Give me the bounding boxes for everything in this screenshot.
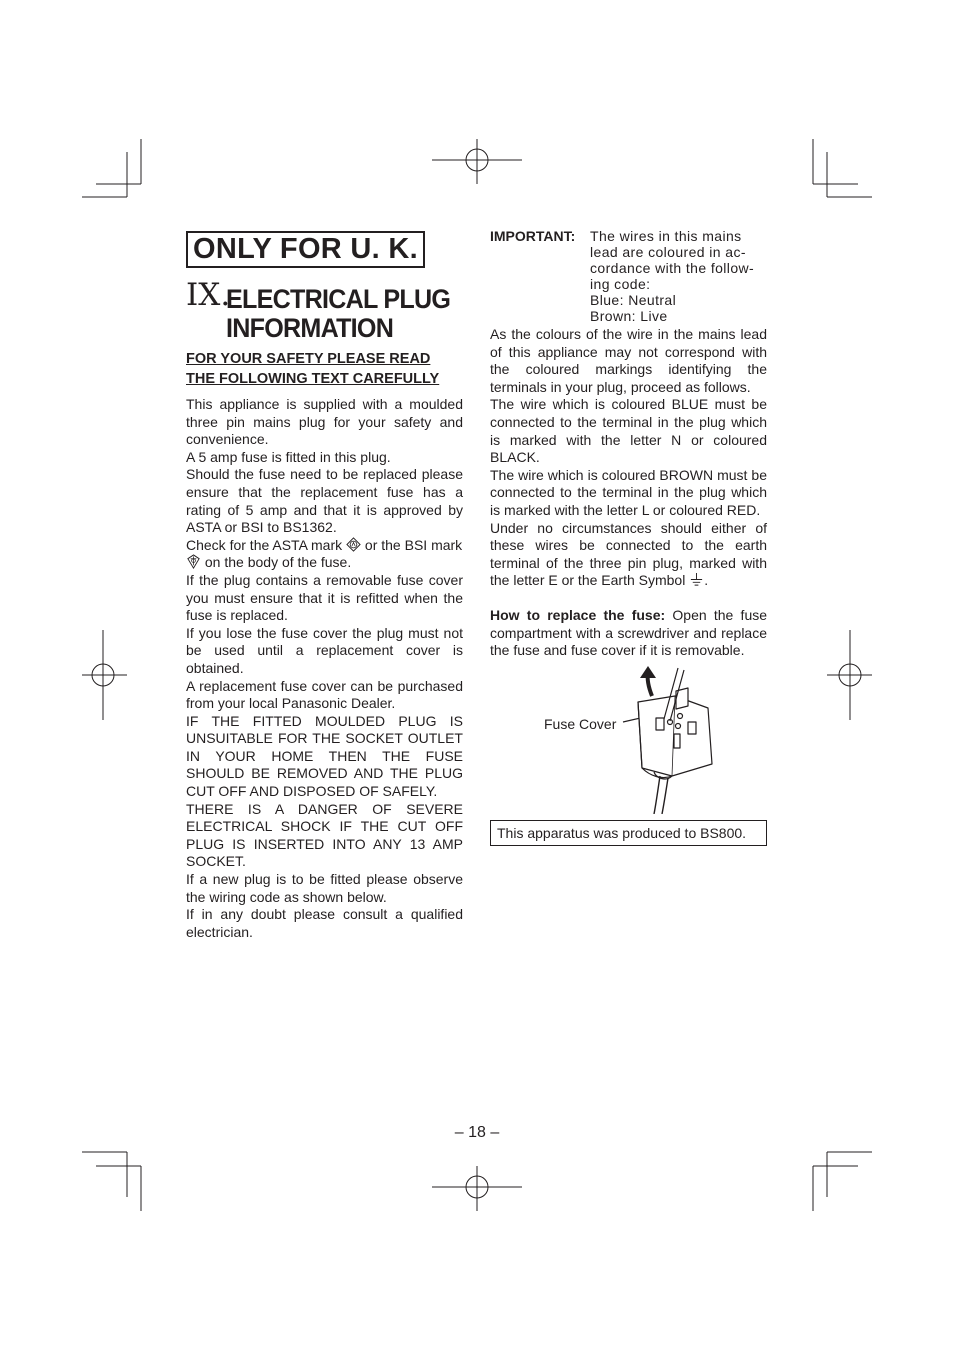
fuse-heading: How to replace the fuse:: [490, 606, 666, 623]
page-number: – 18 –: [454, 1124, 500, 1141]
paragraph: The wire which is coloured BROWN must be connected to the terminal in the plug which is marked with the letter L or coloured RED.: [490, 466, 767, 518]
section-number: IX.: [186, 277, 231, 313]
important-label: IMPORTANT:: [490, 228, 576, 244]
section-title-line2: INFORMATION: [226, 313, 394, 343]
paragraph: If a new plug is to be fitted please observe the wiring code as shown below.: [186, 871, 463, 905]
paragraph: If you lose the fuse cover the plug must not be used until a replacement cover is obtained.: [186, 624, 463, 676]
section-title: [226, 285, 450, 343]
fuse-figure: [490, 664, 767, 814]
important-note: [490, 228, 767, 324]
paragraph: The wire which is coloured BLUE must be connected to the terminal in the plug which is marked with the letter N or coloured BLACK.: [490, 396, 767, 466]
paragraph: A 5 amp fuse is fitted in this plug.: [186, 448, 391, 465]
warning-paragraph: IF THE FITTED MOULDED PLUG IS UNSUITABLE FOR THE SOCKET OUTLET IN YOUR HOME THEN THE FUSE SHOULD BE REMOVED AND THE PLUG CUT OFF AND DISPOSED OF SAFELY.: [186, 712, 463, 800]
asta-mark-icon: [346, 537, 361, 552]
paragraph: As the colours of the wire in the mains lead of this appliance may not correspond with the coloured markings identifying the terminals in your plug, proceed as follows.: [490, 326, 767, 395]
paragraph: This appliance is supplied with a moulded three pin mains plug for your safety and convenience.: [186, 396, 463, 448]
paragraph: If the plug contains a removable fuse cover you must ensure that it is refitted when the fuse is replaced.: [186, 571, 463, 624]
paragraph-earth: Under no circumstances should either of these wires be connected to the earth terminal of the three pin plug, marked with the letter E or the Earth Symbol .: [490, 519, 767, 589]
section-heading: [186, 277, 463, 345]
fuse-instructions: How to replace the fuse: Open the fuse compartment with a screwdriver and replace the fuse and fuse cover if it is removable.: [490, 606, 768, 659]
fuse-cover-label: Fuse Cover: [544, 715, 617, 732]
bs800-note: This apparatus was produced to BS800.: [490, 820, 767, 846]
section-title-line1: ELECTRICAL PLUG: [226, 284, 451, 314]
left-column: [186, 231, 463, 941]
important-text: The wires in this mains lead are coloured in ac- cordance with the follow- ing code: Blue: Neutral Brown: Live: [590, 228, 755, 324]
safety-line2: THE FOLLOWING TEXT CAREFULLY: [186, 371, 440, 387]
paragraph: If in any doubt please consult a qualified electrician.: [186, 906, 463, 940]
left-paragraphs: [186, 396, 463, 941]
plug-illustration: [490, 664, 767, 814]
paragraph: Should the fuse need to be replaced please ensure that the replacement fuse has a rating of 5 amp and that it is approved by ASTA or BSI to BS1362.: [186, 466, 463, 536]
safety-notice: [186, 349, 463, 389]
bsi-kitemark-icon: [186, 554, 201, 569]
earth-symbol-icon: [689, 572, 704, 587]
warning-paragraph: THERE IS A DANGER OF SEVERE ELECTRICAL SHOCK IF THE CUT OFF PLUG IS INSERTED INTO ANY 13 AMP SOCKET.: [186, 800, 463, 870]
paragraph-asta: Check for the ASTA mark or the BSI mark on the body of the fuse.: [186, 536, 463, 571]
paragraph: A replacement fuse cover can be purchased from your local Panasonic Dealer.: [186, 677, 463, 712]
uk-only-title: ONLY FOR U. K.: [186, 231, 425, 268]
right-paragraphs: [490, 326, 767, 660]
safety-line1: FOR YOUR SAFETY PLEASE READ: [186, 351, 431, 367]
right-column: [490, 228, 767, 846]
